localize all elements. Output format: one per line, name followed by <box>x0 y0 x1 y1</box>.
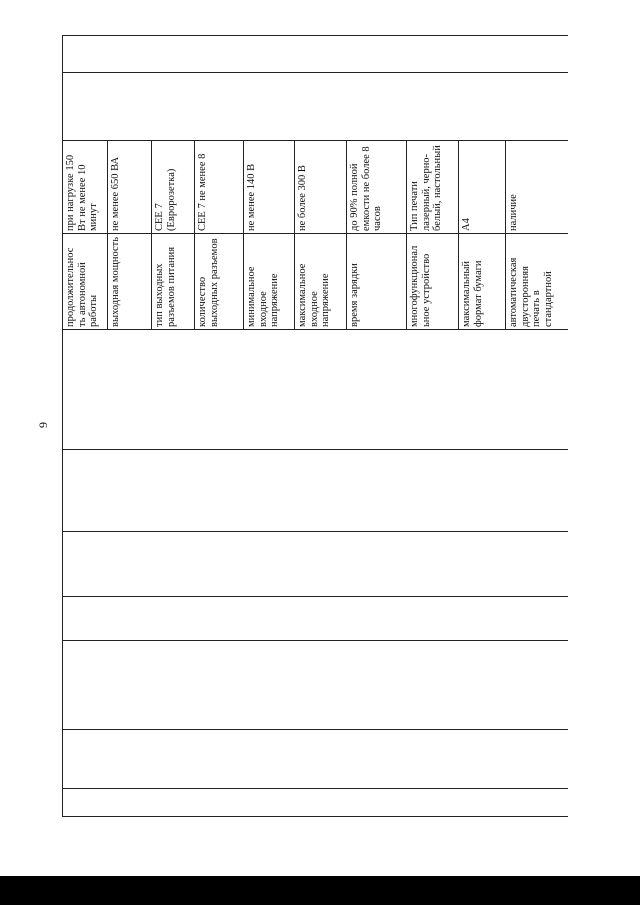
value-text: не менее 650 ВА <box>110 156 121 231</box>
value-cell <box>407 140 458 233</box>
value-cell <box>195 140 243 233</box>
value-cell <box>295 140 346 233</box>
param-cell <box>63 233 107 329</box>
value-cell <box>459 140 505 233</box>
table-line <box>62 788 568 789</box>
table-line <box>62 816 568 817</box>
table-line <box>62 72 568 73</box>
param-cell <box>152 233 194 329</box>
table-line <box>62 640 568 641</box>
table-line <box>62 596 568 597</box>
page-number: 9 <box>36 422 50 428</box>
param-cell <box>244 233 294 329</box>
value-text: А4 <box>461 218 472 231</box>
value-cell <box>347 140 406 233</box>
param-cell <box>407 233 458 329</box>
param-text: время зарядки <box>349 263 360 327</box>
param-text: выходная мощность <box>110 236 121 327</box>
table-line <box>62 35 568 36</box>
param-cell <box>506 233 568 329</box>
value-text: не более 300 В <box>297 165 308 231</box>
table-line <box>62 729 568 730</box>
value-cell <box>152 140 194 233</box>
value-cell <box>63 140 107 233</box>
param-cell <box>108 233 151 329</box>
param-cell <box>459 233 505 329</box>
value-cell <box>244 140 294 233</box>
value-cell <box>108 140 151 233</box>
param-cell <box>347 233 406 329</box>
param-text: автоматическая двусторонняя печать в стандартной <box>508 257 554 327</box>
value-text: до 90% полной емкости не более 8 часов <box>349 146 383 231</box>
table-line <box>62 329 568 330</box>
param-text: многофункционал ьное устройство <box>409 245 432 327</box>
value-text: Тип печати лазерный, черно-белый, настольный <box>409 145 443 231</box>
param-cell <box>295 233 346 329</box>
param-text: тип выходных разъемов питания <box>154 246 177 327</box>
scan-edge <box>0 876 640 905</box>
param-text: максимальное входное напряжение <box>297 263 331 327</box>
param-text: количество выходных разъемов <box>197 238 220 327</box>
value-text: не менее 140 В <box>246 163 257 231</box>
value-text: при нагрузке 150 Вт не менее 10 минут <box>65 154 99 231</box>
table-line <box>62 531 568 532</box>
value-text: CEE 7 не менее 8 <box>197 153 208 231</box>
param-text: максимальный формат бумаги <box>461 260 484 327</box>
value-text: наличие <box>508 194 519 231</box>
param-text: продолжительнос ть автономной работы <box>65 247 99 327</box>
value-cell <box>506 140 568 233</box>
param-cell <box>195 233 243 329</box>
value-text: CEE 7 (Евророзетка) <box>154 168 177 231</box>
table-line <box>62 449 568 450</box>
param-text: минимальное входное напряжение <box>246 266 280 327</box>
